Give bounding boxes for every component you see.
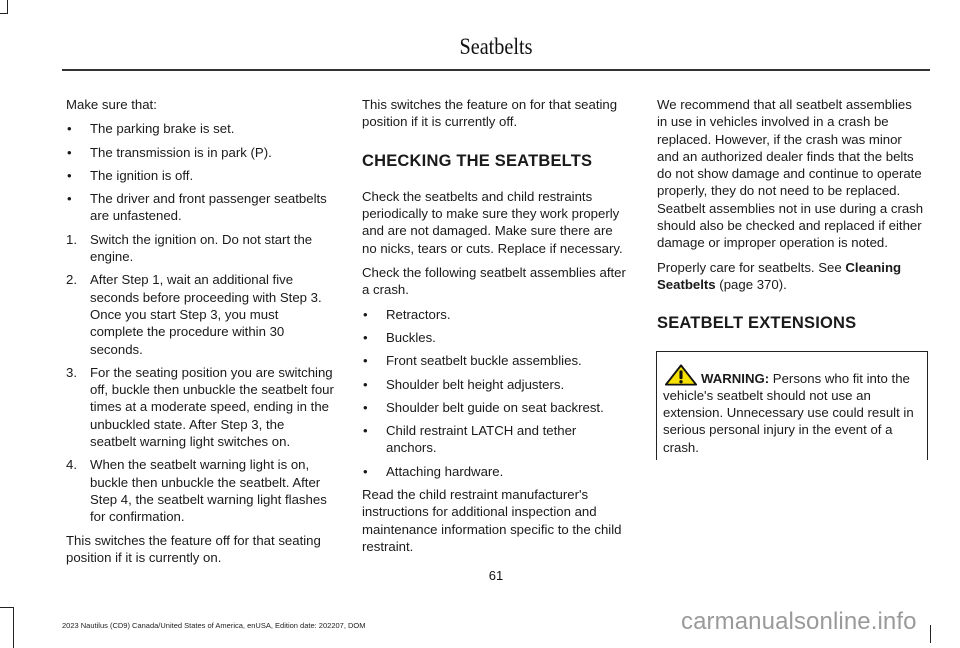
- list-item: • The transmission is in park (P).: [67, 144, 272, 160]
- bullet-icon: •: [363, 329, 368, 345]
- bullet-icon: •: [67, 121, 72, 137]
- paragraph: Read the child restraint manufacturer's instructions for additional inspection and maintenance information specific to the child restraint.: [362, 487, 622, 554]
- section-heading: SEATBELT EXTENSIONS: [657, 314, 857, 333]
- edition-footer: 2023 Nautilus (CD9) Canada/United States of America, enUSA, Edition date: 202207, DOM: [62, 621, 366, 630]
- list-item: • Child restraint LATCH and tether anchors.: [363, 423, 577, 456]
- list-item: • The driver and front passenger seatbelts are unfastened.: [67, 191, 327, 224]
- bullet-icon: •: [363, 463, 368, 479]
- bullet-icon: •: [363, 353, 368, 369]
- intro-text: Make sure that:: [66, 97, 157, 112]
- column-2: [362, 96, 630, 562]
- bullet-icon: •: [363, 423, 368, 439]
- list-item: • Shoulder belt guide on seat backrest.: [363, 399, 604, 415]
- paragraph: Check the seatbelts and child restraints periodically to make sure they work properly and are not damaged. Make sure there are no nicks, tears or cuts. Replace if necessary.: [362, 188, 623, 256]
- paragraph: We recommend that all seatbelt assemblies in use in vehicles involved in a crash be replaced. However, if the crash was minor and an authorized dealer finds that the belts do not show damage and continue to operate properly, they do not need to be replaced. Seatbelt assemblies not in use during a crash should also be checked and replaced if either damage or improper operation is noted.: [657, 97, 924, 251]
- header-divider: [62, 69, 930, 71]
- warning-triangle-icon: [663, 364, 699, 386]
- intro-text: This switches the feature on for that seating position if it is currently off.: [362, 97, 618, 130]
- warning-text: Persons who fit into the vehicle's seatbelt should not use an extension. Unnecessary use could result in serious personal injury in the event of a crash.: [663, 370, 914, 455]
- cleaning-seatbelts-link[interactable]: Cleaning Seatbelts: [657, 259, 902, 292]
- procedure-steps: [66, 231, 334, 526]
- step-item: 4. When the seatbelt warning light is on, buckle then unbuckle the seatbelt. After Step 4, the seatbelt warning light flashes for confirmation.: [66, 457, 327, 525]
- list-item: • The ignition is off.: [67, 167, 194, 183]
- crop-mark-bottom-left: [0, 607, 14, 648]
- step-item: 1. Switch the ignition on. Do not start the engine.: [66, 231, 313, 265]
- crop-mark-bottom-right: [930, 625, 931, 643]
- list-item: • Attaching hardware.: [363, 463, 504, 479]
- step-item: 3. For the seating position you are switching off, buckle then unbuckle the seatbelt four times at a moderate speed, ending in the unbuckled state. After Step 3, the seatbelt warning light switches on.: [66, 364, 334, 450]
- crop-mark-top-left: [0, 0, 8, 14]
- bullet-icon: •: [363, 376, 368, 392]
- list-item: • Shoulder belt height adjusters.: [363, 376, 565, 392]
- assembly-list: [362, 306, 630, 480]
- column-3: [657, 96, 925, 460]
- list-item: • Retractors.: [363, 306, 451, 322]
- list-item: • Front seatbelt buckle assemblies.: [363, 353, 582, 369]
- outro-text: This switches the feature off for that seating position if it is currently on.: [66, 532, 321, 565]
- bullet-icon: •: [67, 144, 72, 160]
- step-item: 2. After Step 1, wait an additional five seconds before proceeding with Step 3. Once you start Step 3, you must complete the procedure within 30 seconds.: [66, 272, 322, 357]
- column-1: [66, 96, 334, 573]
- care-reference: Properly care for seatbelts. See Cleaning Seatbelts (page 370).: [657, 259, 902, 292]
- list-item: • Buckles.: [363, 329, 436, 345]
- bullet-icon: •: [67, 167, 72, 183]
- bullet-icon: •: [67, 191, 72, 207]
- page-number: 61: [488, 568, 504, 583]
- page-title: Seatbelts: [459, 34, 533, 59]
- bullet-icon: •: [363, 399, 368, 415]
- section-heading: CHECKING THE SEATBELTS: [362, 151, 593, 170]
- list-item: • The parking brake is set.: [67, 121, 235, 137]
- bullet-icon: •: [363, 306, 368, 322]
- precondition-list: [66, 120, 334, 224]
- paragraph: Check the following seatbelt assemblies after a crash.: [362, 265, 626, 298]
- warning-box: [656, 351, 928, 460]
- warning-label: WARNING:: [701, 370, 770, 386]
- watermark: carmanualsonline.info: [681, 608, 917, 635]
